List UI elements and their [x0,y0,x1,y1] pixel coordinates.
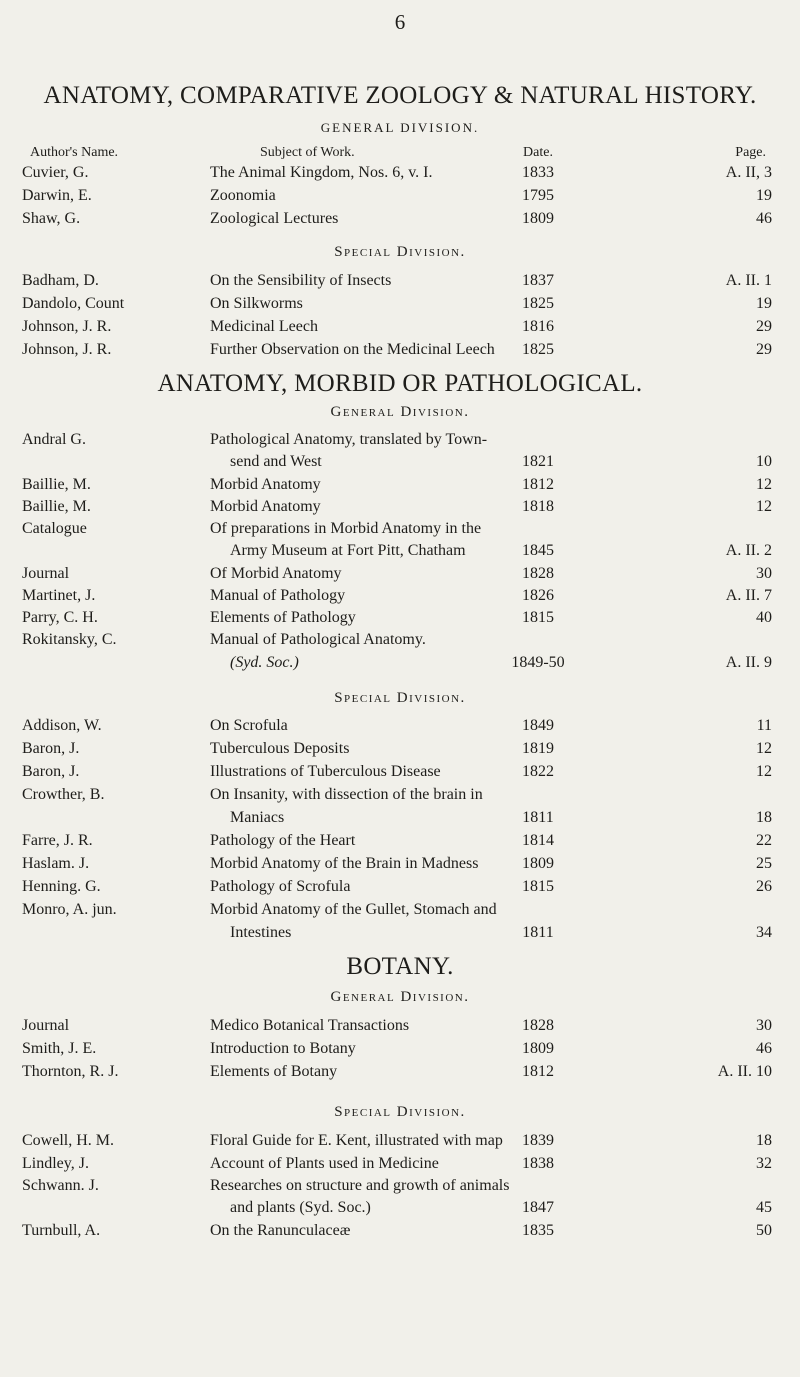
author-name: Journal [22,565,70,582]
page-ref: 30 [756,565,772,582]
author-name: Darwin, E. [22,187,92,204]
work-date: 1826 [522,587,554,604]
division-heading: GENERAL DIVISION. [320,120,480,135]
author-name: Addison, W. [22,717,102,734]
page-ref: 30 [756,1017,772,1034]
work-subject: Medicinal Leech [210,318,318,335]
page-ref: 29 [756,318,772,335]
work-subject: The Animal Kingdom, Nos. 6, v. I. [210,164,433,181]
work-subject-continued: Army Museum at Fort Pitt, Chatham [230,542,466,559]
work-date: 1815 [522,878,554,895]
work-date: 1812 [522,1063,554,1080]
division-heading: Special Division. [334,244,466,260]
work-date: 1837 [522,272,554,289]
work-date: 1809 [522,1040,554,1057]
author-name: Cuvier, G. [22,164,89,181]
work-date: 1825 [522,341,554,358]
division-heading: General Division. [330,404,470,420]
work-subject: Morbid Anatomy [210,498,321,515]
author-name: Johnson, J. R. [22,341,112,358]
column-header-subject: Subject of Work. [260,145,355,160]
page-ref: 19 [756,187,772,204]
page-ref: 46 [756,210,772,227]
author-name: Johnson, J. R. [22,318,112,335]
work-date: 1815 [522,609,554,626]
work-subject: Elements of Pathology [210,609,356,626]
work-date: 1819 [522,740,554,757]
author-name: Baillie, M. [22,498,91,515]
page-ref: 18 [756,1132,772,1149]
page-ref: 25 [756,855,772,872]
page-number: 6 [394,10,406,34]
work-subject: Account of Plants used in Medicine [210,1155,439,1172]
work-subject: Introduction to Botany [210,1040,356,1057]
work-subject: Floral Guide for E. Kent, illustrated with map [210,1132,503,1149]
work-date: 1849-50 [511,654,565,671]
work-date: 1845 [522,542,554,559]
division-heading: General Division. [330,989,470,1005]
page-ref: 45 [756,1199,772,1216]
page-ref: 11 [756,717,772,734]
work-date: 1849 [522,717,554,734]
work-date: 1828 [522,565,554,582]
column-header-date: Date. [523,145,553,160]
page-ref: 12 [756,740,772,757]
author-name: Henning. G. [22,878,101,895]
section-title: ANATOMY, COMPARATIVE ZOOLOGY & NATURAL HISTORY. [43,82,757,109]
work-subject: Of Morbid Anatomy [210,565,342,582]
page-ref: 12 [756,498,772,515]
page-ref: 50 [756,1222,772,1239]
author-name: Journal [22,1017,70,1034]
author-name: Thornton, R. J. [22,1063,119,1080]
author-name: Cowell, H. M. [22,1132,114,1149]
author-name: Baron, J. [22,740,80,757]
work-subject: Morbid Anatomy [210,476,321,493]
column-header-author: Author's Name. [30,145,119,160]
work-subject: Further Observation on the Medicinal Leech [210,341,495,358]
work-subject-continued: Maniacs [230,809,285,826]
work-subject: Illustrations of Tuberculous Disease [210,763,441,780]
page-ref: A. II. 7 [725,587,772,604]
page-ref: 18 [756,809,772,826]
page-ref: 46 [756,1040,772,1057]
page-ref: 22 [756,832,772,849]
page-ref: A. II. 9 [725,654,772,671]
work-date: 1816 [522,318,554,335]
work-subject: Pathology of the Heart [210,832,356,849]
column-header-page: Page. [735,145,766,160]
work-date: 1839 [522,1132,554,1149]
page-ref: 34 [756,924,772,941]
section-title: ANATOMY, MORBID OR PATHOLOGICAL. [157,370,643,397]
page-ref: 10 [756,453,772,470]
work-date: 1825 [522,295,554,312]
work-date: 1833 [522,164,554,181]
work-subject: Zoonomia [210,187,276,204]
work-subject: On Silkworms [210,295,303,312]
work-date: 1818 [522,498,554,515]
work-subject-continued: (Syd. Soc.) [230,654,299,671]
author-name: Smith, J. E. [22,1040,97,1057]
page-ref: 12 [756,476,772,493]
work-subject: Morbid Anatomy of the Brain in Madness [210,855,479,872]
work-date: 1811 [522,924,554,941]
work-date: 1812 [522,476,554,493]
page-ref: A. II, 3 [725,164,772,181]
work-date: 1814 [522,832,554,849]
page-ref: A. II. 10 [717,1063,772,1080]
work-subject: Tuberculous Deposits [210,740,350,757]
author-name: Crowther, B. [22,786,105,803]
author-name: Schwann. J. [22,1177,99,1194]
work-subject: Researches on structure and growth of animals [210,1177,510,1194]
page-ref: 19 [756,295,772,312]
division-heading: Special Division. [334,690,466,706]
author-name: Baron, J. [22,763,80,780]
work-subject-continued: send and West [230,453,322,470]
author-name: Dandolo, Count [22,295,125,312]
author-name: Catalogue [22,520,87,537]
author-name: Badham, D. [22,272,99,289]
author-name: Lindley, J. [22,1155,89,1172]
author-name: Haslam. J. [22,855,90,872]
section-title: BOTANY. [346,953,454,980]
work-subject: Morbid Anatomy of the Gullet, Stomach and [210,901,497,918]
work-subject: Medico Botanical Transactions [210,1017,410,1034]
page-ref: A. II. 2 [725,542,772,559]
author-name: Martinet, J. [22,587,96,604]
author-name: Shaw, G. [22,210,81,227]
author-name: Rokitansky, C. [22,631,117,648]
work-subject: On Insanity, with dissection of the brain in [210,786,483,803]
work-date: 1828 [522,1017,554,1034]
work-date: 1838 [522,1155,554,1172]
page-ref: A. II. 1 [725,272,772,289]
work-date: 1821 [522,453,554,470]
author-name: Baillie, M. [22,476,91,493]
work-date: 1847 [522,1199,554,1216]
division-heading: Special Division. [334,1104,466,1120]
page-ref: 32 [756,1155,772,1172]
work-subject: Of preparations in Morbid Anatomy in the [210,520,482,537]
author-name: Monro, A. jun. [22,901,117,918]
work-subject: Zoological Lectures [210,210,339,227]
author-name: Turnbull, A. [22,1222,101,1239]
work-subject: On the Ranunculaceæ [210,1222,351,1239]
work-subject-continued: Intestines [230,924,292,941]
work-subject: Pathology of Scrofula [210,878,351,895]
author-name: Farre, J. R. [22,832,93,849]
work-date: 1809 [522,210,554,227]
page-ref: 12 [756,763,772,780]
work-subject: Elements of Botany [210,1063,338,1080]
page-ref: 29 [756,341,772,358]
page-ref: 26 [756,878,772,895]
author-name: Parry, C. H. [22,609,98,626]
work-subject-continued: and plants (Syd. Soc.) [230,1199,371,1216]
work-subject: Pathological Anatomy, translated by Town- [210,431,488,448]
author-name: Andral G. [22,431,86,448]
work-subject: On the Sensibility of Insects [210,272,392,289]
work-date: 1835 [522,1222,554,1239]
work-subject: Manual of Pathology [210,587,346,604]
work-subject: On Scrofula [210,717,288,734]
work-date: 1811 [522,809,554,826]
work-date: 1822 [522,763,554,780]
page-ref: 40 [756,609,772,626]
work-date: 1809 [522,855,554,872]
work-date: 1795 [522,187,554,204]
work-subject: Manual of Pathological Anatomy. [210,631,426,648]
